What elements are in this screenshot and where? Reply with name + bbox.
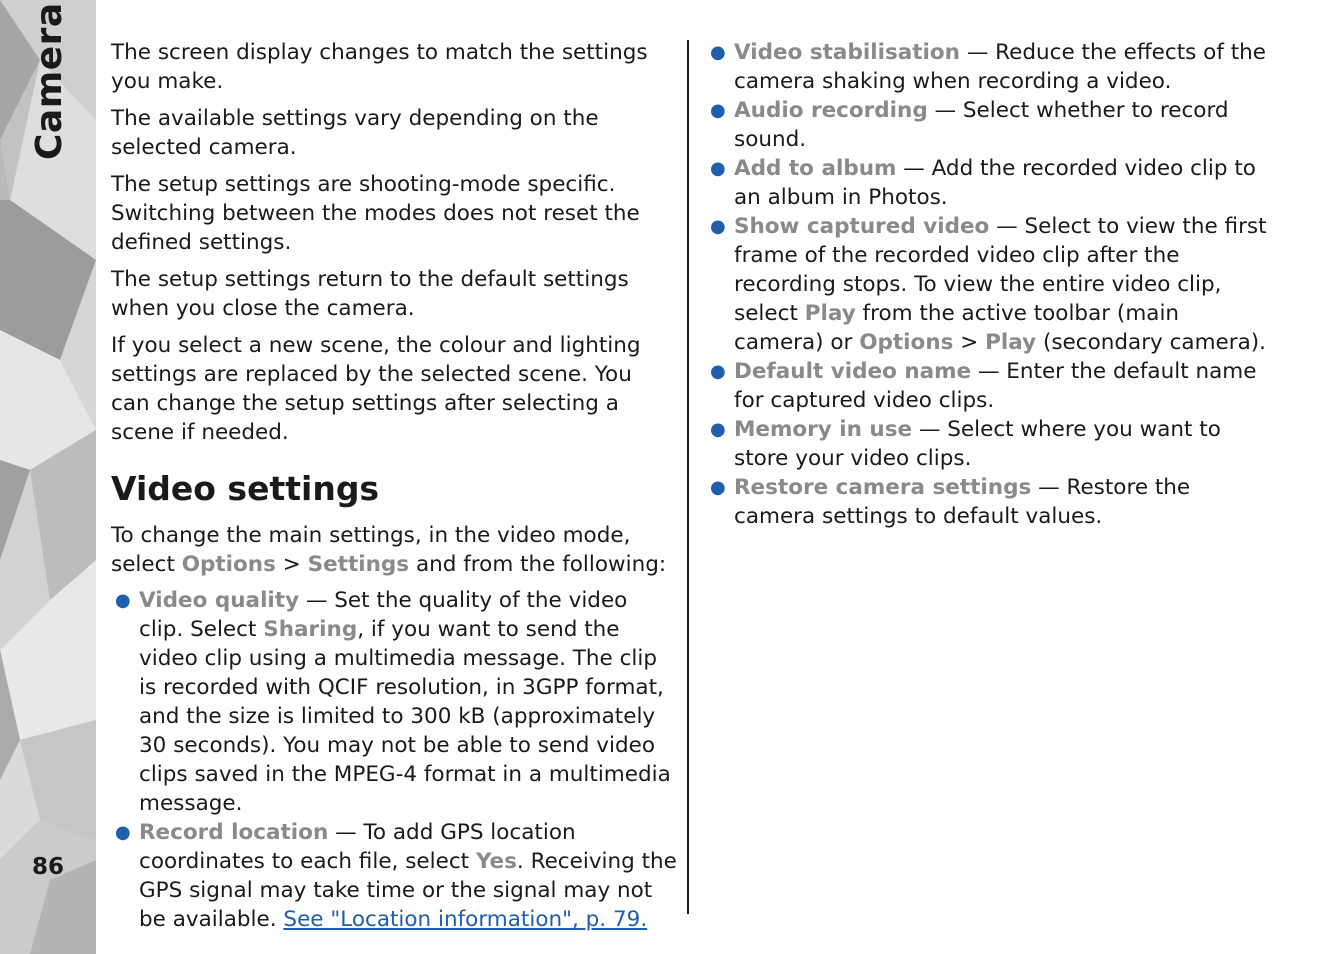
setting-term: Default video name <box>734 359 972 384</box>
intro-text: To change the main settings, in the video mode, select <box>111 523 631 577</box>
settings-list <box>111 586 677 934</box>
setting-text: — Select whether to record sound. <box>734 98 1229 152</box>
section-title: Camera <box>29 2 70 160</box>
setting-term: Memory in use <box>734 417 913 442</box>
sidebar-decoration <box>0 0 96 954</box>
bullet-icon: ● <box>710 419 726 440</box>
setting-text: from the active toolbar (main camera) or <box>734 301 1180 355</box>
paragraph: If you select a new scene, the colour and lighting settings are replaced by the selected scene. You can change the setup settings after selecting a scene if needed. <box>111 333 641 445</box>
page-number: 86 <box>31 854 64 880</box>
setting-term: Record location <box>139 820 329 845</box>
setting-text: — Restore the camera settings to default values. <box>734 475 1191 529</box>
list-item <box>706 473 1272 531</box>
location-info-link[interactable]: See "Location information", p. 79. <box>283 907 648 932</box>
list-item <box>706 212 1272 357</box>
list-item <box>111 586 677 818</box>
bullet-icon: ● <box>115 590 131 611</box>
setting-term: Yes <box>475 849 517 874</box>
list-item <box>706 357 1272 415</box>
menu-term-settings: Settings <box>307 552 410 577</box>
list-item <box>706 415 1272 473</box>
menu-separator: > <box>953 330 986 355</box>
setting-term: Video quality <box>139 588 300 613</box>
list-item <box>706 38 1272 96</box>
bullet-icon: ● <box>710 361 726 382</box>
intro-text: and from the following: <box>409 552 667 577</box>
setting-text: — Select to view the first frame of the recorded video clip after the recording stops. To view the entire video clip, select <box>734 214 1267 326</box>
bullet-icon: ● <box>710 477 726 498</box>
setting-term: Sharing <box>263 617 358 642</box>
paragraph: The available settings vary depending on the selected camera. <box>111 106 599 160</box>
list-item <box>706 96 1272 154</box>
setting-text: — Enter the default name for captured video clips. <box>734 359 1257 413</box>
setting-term: Play <box>804 301 856 326</box>
column-divider <box>687 40 689 914</box>
setting-text: — Set the quality of the video clip. Select <box>139 588 628 642</box>
menu-term-options: Options <box>181 552 276 577</box>
bullet-icon: ● <box>710 158 726 179</box>
setting-text: . Receiving the GPS signal may take time or the signal may not be available. <box>139 849 677 932</box>
paragraph: The setup settings return to the default settings when you close the camera. <box>111 267 629 321</box>
setting-text: — Select where you want to store your video clips. <box>734 417 1221 471</box>
settings-list <box>706 38 1272 531</box>
setting-text: — Reduce the effects of the camera shaking when recording a video. <box>734 40 1267 94</box>
bullet-icon: ● <box>710 42 726 63</box>
bullet-icon: ● <box>710 216 726 237</box>
bullet-icon: ● <box>115 822 131 843</box>
menu-separator: > <box>275 552 308 577</box>
setting-term: Play <box>985 330 1037 355</box>
section-heading: Video settings <box>111 469 380 508</box>
list-item <box>706 154 1272 212</box>
setting-text: (secondary camera). <box>1036 330 1267 355</box>
setting-term: Restore camera settings <box>734 475 1032 500</box>
setting-text: — To add GPS location coordinates to each file, select <box>139 820 576 874</box>
right-column <box>706 38 1272 531</box>
setting-term: Show captured video <box>734 214 990 239</box>
setting-term: Add to album <box>734 156 897 181</box>
setting-term: Video stabilisation <box>734 40 960 65</box>
bullet-icon: ● <box>710 100 726 121</box>
setting-text: — Add the recorded video clip to an album in Photos. <box>734 156 1256 210</box>
setting-term: Audio recording <box>734 98 928 123</box>
paragraph: The screen display changes to match the settings you make. <box>111 40 648 94</box>
paragraph: The setup settings are shooting-mode specific. Switching between the modes does not reset the defined settings. <box>111 172 640 255</box>
list-item <box>111 818 677 934</box>
setting-term: Options <box>859 330 954 355</box>
intro-paragraph <box>111 521 677 579</box>
setting-text: , if you want to send the video clip using a multimedia message. The clip is recorded with QCIF resolution, in 3GPP format, and the size is limited to 300 kB (approximately 30 seconds). You may not be able to send video clips saved in the MPEG-4 format in a multimedia message. <box>139 617 671 816</box>
left-column <box>111 38 677 934</box>
